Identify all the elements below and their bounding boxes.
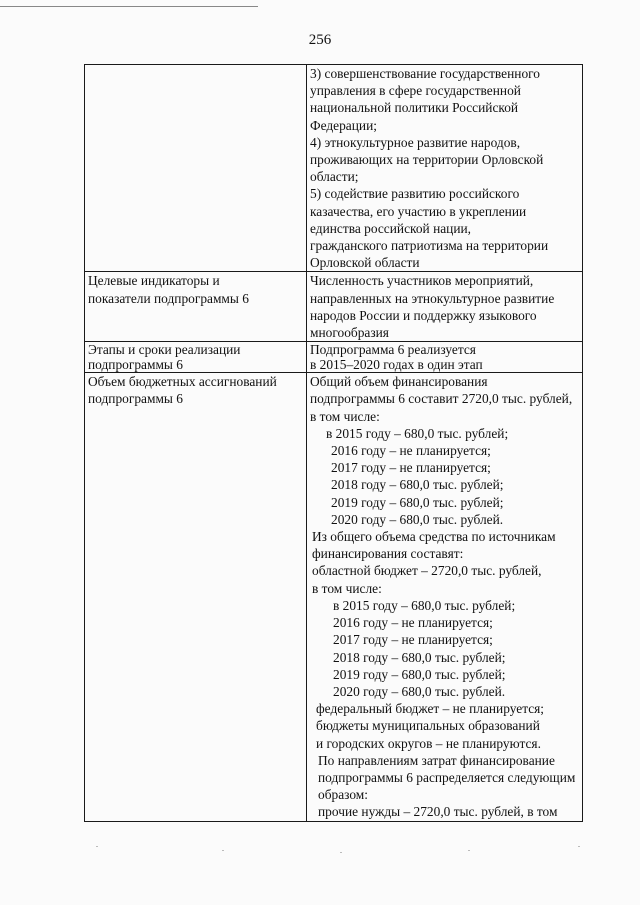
content-line: федеральный бюджет – не планируется;	[316, 701, 545, 717]
content-line: 5) содействие развитию российского	[310, 186, 520, 202]
row-label-cell	[85, 65, 307, 272]
scan-speck	[468, 850, 470, 851]
content-line: Орловской области	[310, 255, 420, 271]
content-line: Численность участников мероприятий,	[310, 273, 534, 289]
content-line: подпрограммы 6 составит 2720,0 тыс. рублей,	[310, 391, 573, 407]
content-line: в 2015–2020 годах в один этап	[310, 357, 483, 373]
content-line: в том числе:	[312, 580, 382, 596]
content-line: в 2015 году – 680,0 тыс. рублей;	[326, 425, 509, 441]
content-line: гражданского патриотизма на территории	[310, 238, 549, 254]
content-line: 2017 году – не планируется;	[333, 632, 493, 648]
content-line: 2018 году – 680,0 тыс. рублей;	[331, 477, 504, 493]
content-line: 2020 году – 680,0 тыс. рублей.	[333, 683, 506, 699]
row-content-cell	[307, 65, 583, 272]
row-content-cell	[307, 272, 583, 342]
table-row-goals	[85, 65, 583, 272]
content-line: Подпрограмма 6 реализуется	[310, 342, 476, 358]
content-line: бюджеты муниципальных образований	[316, 718, 540, 734]
content-line: Из общего объема средства по источникам	[312, 529, 556, 545]
content-line: национальной политики Российской	[310, 100, 519, 116]
content-line: области;	[310, 169, 359, 185]
scan-speck	[340, 852, 342, 853]
content-line: единства российской нации,	[310, 220, 472, 236]
content-line: Общий объем финансирования	[310, 374, 488, 390]
scan-speck	[578, 846, 580, 847]
row-content-cell	[307, 373, 583, 821]
table-row-budget	[85, 373, 583, 821]
content-line: народов России и поддержку языкового	[310, 307, 537, 323]
top-rule	[0, 6, 258, 7]
content-line: финансирования составят:	[312, 546, 464, 562]
label-line: Этапы и сроки реализации	[88, 342, 241, 358]
content-line: 2017 году – не планируется;	[331, 460, 491, 476]
content-line: 2020 году – 680,0 тыс. рублей.	[331, 511, 504, 527]
table-row-stages	[85, 342, 583, 373]
content-line: прочие нужды – 2720,0 тыс. рублей, в том	[318, 804, 558, 820]
content-line: Федерации;	[310, 117, 377, 133]
row-content-cell	[307, 342, 583, 373]
content-line: казачества, его участию в укреплении	[310, 203, 527, 219]
content-line: проживающих на территории Орловской	[310, 152, 544, 168]
content-line: 3) совершенствование государственного	[310, 66, 540, 81]
content-line: областной бюджет – 2720,0 тыс. рублей,	[312, 563, 542, 579]
content-line: в том числе:	[310, 408, 380, 424]
content-line: 2016 году – не планируется;	[333, 615, 493, 631]
row-label-cell	[85, 272, 307, 342]
label-line: Объем бюджетных ассигнований	[88, 374, 277, 390]
content-line: подпрограммы 6 распределяется следующим	[318, 769, 576, 785]
label-line: подпрограммы 6	[88, 391, 183, 407]
content-line: 2019 году – 680,0 тыс. рублей;	[331, 494, 504, 510]
content-line: в 2015 году – 680,0 тыс. рублей;	[333, 597, 516, 613]
content-line: 2018 году – 680,0 тыс. рублей;	[333, 649, 506, 665]
content-line: и городских округов – не планируются.	[316, 735, 541, 751]
page-number: 256	[308, 32, 332, 48]
label-line: показатели подпрограммы 6	[88, 290, 249, 306]
content-line: 4) этнокультурное развитие народов,	[310, 134, 521, 150]
scan-speck	[222, 850, 224, 851]
content-line: многообразия	[310, 325, 389, 341]
content-line: По направлениям затрат финансирование	[318, 752, 555, 768]
scan-speck	[96, 846, 98, 847]
subprogram-passport-table	[84, 64, 583, 822]
label-line: Целевые индикаторы и	[88, 273, 220, 289]
content-line: 2019 году – 680,0 тыс. рублей;	[333, 666, 506, 682]
label-line: подпрограммы 6	[88, 357, 183, 373]
table-row-indicators	[85, 272, 583, 342]
row-label-cell	[85, 342, 307, 373]
content-line: направленных на этнокультурное развитие	[310, 290, 555, 306]
row-label-cell	[85, 373, 307, 821]
content-line: управления в сфере государственной	[310, 83, 521, 99]
content-line: 2016 году – не планируется;	[331, 443, 491, 459]
content-line: образом:	[318, 787, 368, 803]
